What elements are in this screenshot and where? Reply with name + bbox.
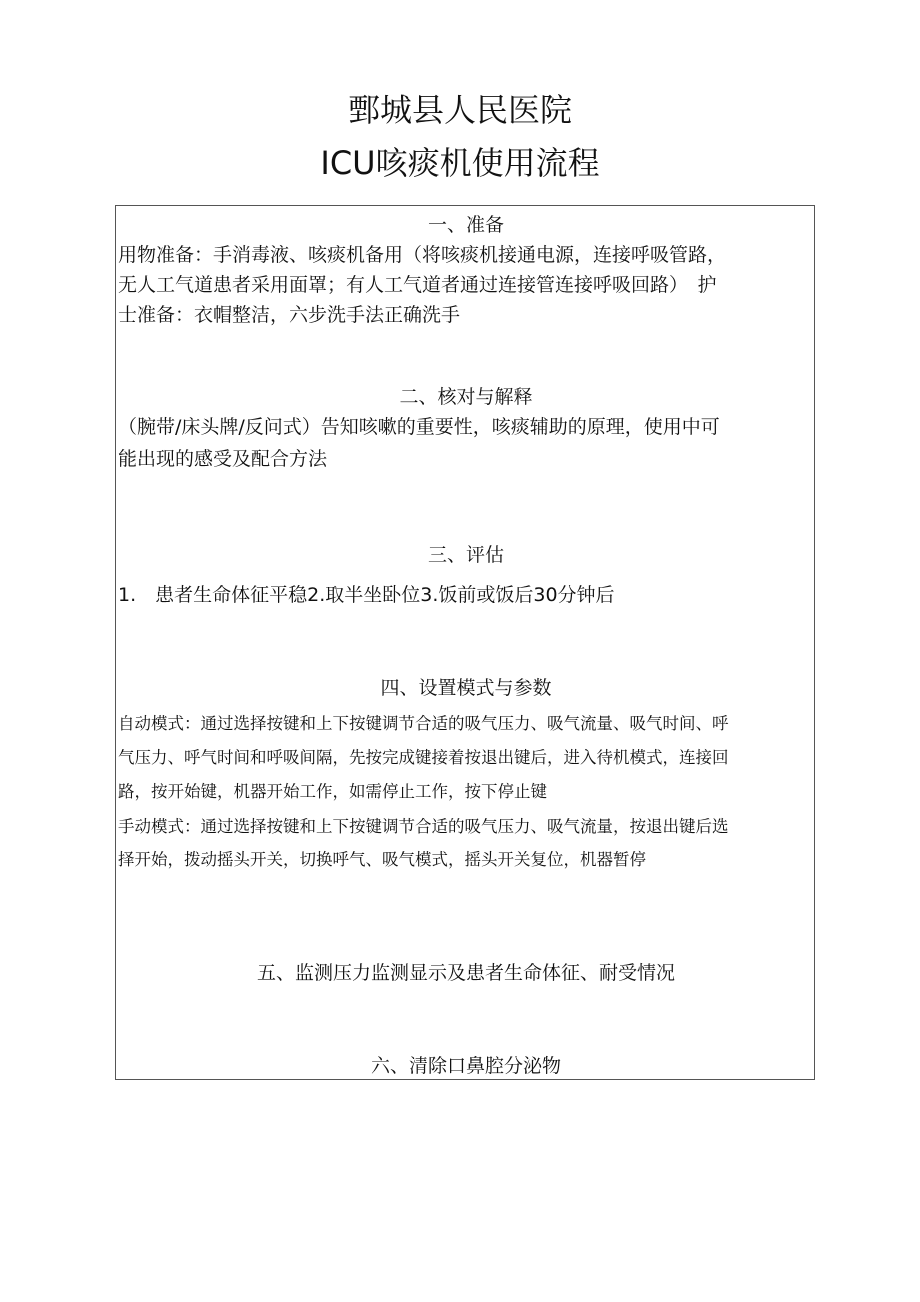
section-heading-clearance: 六、清除口鼻腔分泌物 bbox=[370, 1055, 561, 1077]
section-line: 路，按开始键，机器开始工作，如需停止工作，按下停止键 bbox=[118, 782, 547, 801]
section-line: （腕带/床头牌/反问式）告知咳嗽的重要性，咳痰辅助的原理，使用中可 bbox=[118, 416, 720, 438]
section-heading-settings: 四、设置模式与参数 bbox=[380, 677, 552, 699]
section-heading-verification: 二、核对与解释 bbox=[399, 386, 533, 408]
section-heading-assessment: 三、评估 bbox=[427, 544, 504, 566]
hospital-name: 鄄城县人民医院 bbox=[347, 91, 572, 129]
section-line: 手动模式：通过选择按键和上下按键调节合适的吸气压力、吸气流量，按退出键后选 bbox=[118, 817, 729, 836]
section-heading-monitoring: 五、监测压力监测显示及患者生命体征、耐受情况 bbox=[256, 962, 675, 984]
section-line: 能出现的感受及配合方法 bbox=[118, 448, 328, 470]
section-line: 士准备：衣帽整洁，六步洗手法正确洗手 bbox=[118, 304, 461, 326]
section-line: 无人工气道患者采用面罩；有人工气道者通过连接管连接呼吸回路） 护 bbox=[118, 274, 717, 296]
section-heading-preparation: 一、准备 bbox=[427, 214, 504, 236]
section-line: 自动模式：通过选择按键和上下按键调节合适的吸气压力、吸气流量、吸气时间、呼 bbox=[118, 714, 729, 733]
section-line: 1. 患者生命体征平稳2.取半坐卧位3.饭前或饭后30分钟后 bbox=[118, 584, 615, 606]
page-title: ICU咳痰机使用流程 bbox=[320, 144, 600, 182]
procedure-table bbox=[115, 205, 815, 1080]
section-line: 择开始，拨动摇头开关，切换呼气、吸气模式，摇头开关复位，机器暂停 bbox=[118, 850, 646, 869]
section-line: 气压力、呼气时间和呼吸间隔，先按完成键接着按退出键后，进入待机模式，连接回 bbox=[118, 748, 729, 767]
section-line: 用物准备：手消毒液、咳痰机备用（将咳痰机接通电源，连接呼吸管路， bbox=[118, 244, 727, 266]
